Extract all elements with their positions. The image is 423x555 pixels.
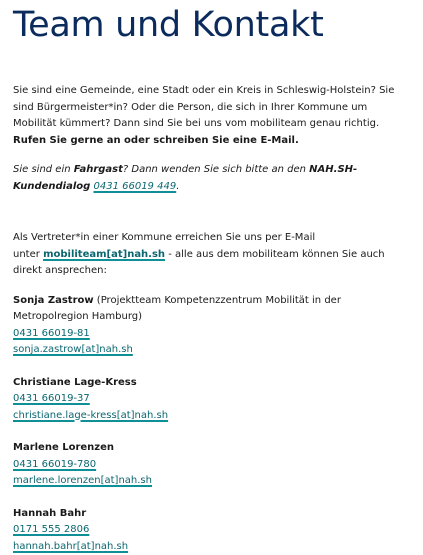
contact-phone-link[interactable]: 0431 66019-780: [13, 459, 96, 470]
passenger-prefix: Sie sind ein: [13, 164, 74, 175]
team-email-link[interactable]: mobiliteam[at]nah.sh: [43, 249, 165, 260]
contact-phone-link[interactable]: 0171 555 2806: [13, 524, 89, 535]
passenger-dialog-name: NAH.SH-Kundendialog: [13, 164, 357, 192]
contact-email-link[interactable]: sonja.zastrow[at]nah.sh: [13, 344, 133, 355]
passenger-middle: ? Dann wenden Sie sich bitte an den: [123, 164, 309, 175]
contact-phone-link[interactable]: 0431 66019-81: [13, 328, 90, 339]
representatives-paragraph: [13, 230, 410, 280]
contact-name: Christiane Lage-Kress: [13, 375, 410, 392]
contact-email-link[interactable]: hannah.bahr[at]nah.sh: [13, 541, 128, 552]
passenger-suffix: .: [176, 181, 179, 192]
passenger-phone-link[interactable]: 0431 66019 449: [93, 181, 176, 192]
passenger-paragraph: [13, 162, 410, 195]
intro-paragraph: [13, 83, 410, 149]
page-title: Team und Kontakt: [13, 0, 410, 45]
contact-card: [13, 440, 410, 490]
contact-card: [13, 506, 410, 555]
contact-name: Sonja Zastrow: [13, 295, 94, 306]
contact-phone-link[interactable]: 0431 66019-37: [13, 393, 90, 404]
contact-affiliation: (Projektteam Kompetenzzentrum Mobilität in der Metropolregion Hamburg): [13, 295, 341, 323]
representatives-unter: unter: [13, 249, 40, 260]
contact-email-link[interactable]: marlene.lorenzen[at]nah.sh: [13, 475, 152, 486]
contact-name: Hannah Bahr: [13, 506, 410, 523]
contact-card: [13, 375, 410, 425]
representatives-rest: - alle aus dem mobiliteam können Sie auch direkt ansprechen:: [13, 249, 385, 277]
contact-email-link[interactable]: christiane.lage-kress[at]nah.sh: [13, 410, 168, 421]
intro-call-to-action: Rufen Sie gerne an oder schreiben Sie eine E-Mail.: [13, 135, 299, 146]
representatives-line1: Als Vertreter*in einer Kommune erreichen Sie uns per E-Mail: [13, 232, 315, 243]
contact-card: [13, 293, 410, 359]
intro-text: Sie sind eine Gemeinde, eine Stadt oder ein Kreis in Schleswig-Holstein? Sie sind Bürgermeister*in? Oder die Person, die sich in Ihrer Kommune um Mobilität kümmert? Dann sind Sie bei uns vom mobiliteam genau richtig.: [13, 85, 394, 129]
contact-name: Marlene Lorenzen: [13, 440, 410, 457]
passenger-fahrgast: Fahrgast: [74, 164, 123, 175]
